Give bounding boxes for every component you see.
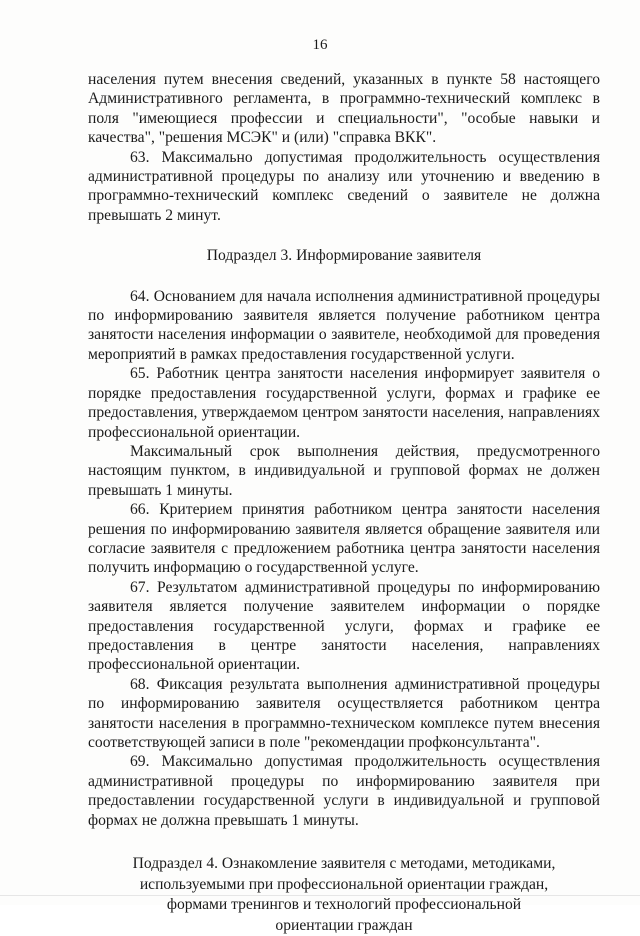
subsection-4-heading-line: Подраздел 4. Ознакомление заявителя с методами, методиками, [132,855,556,873]
paragraph-68: 68. Фиксация результата выполнения административной процедуры по информированию заявителя осуществляется работником центра занятости населения в программно-техническом комплексе путем внесения соответствующей записи в поле "рекомендации профконсультанта". [88,675,600,751]
scan-bottom-edge [0,895,640,896]
paragraph-63: 63. Максимально допустимая продолжительность осуществления административной процедуры по анализу или уточнению и введению в программно-технический комплекс сведений о заявителе не должна превышать 2 минут. [88,148,600,224]
page-content [88,70,600,936]
paragraph-66: 66. Критерием принятия работником центра занятости населения решения по информированию заявителя является обращение заявителя или согласие заявителя с предложением работника центра занятости населения получить информацию о государственной услуге. [88,501,600,577]
paragraph-67: 67. Результатом административной процедуры по информированию заявителя является получение заявителем информации о порядке предоставления государственной услуги, формах и графике ее предоставления в центре занятости населения, направлениях профессиональной ориентации. [88,578,600,674]
subsection-4-heading-line: используемыми при профессиональной ориентации граждан, [139,875,549,893]
paragraph-69: 69. Максимально допустимая продолжительность осуществления административной процедуры по информированию заявителя при предоставлении государственной услуги в индивидуальной и групповой формах не должна превышать 1 минуты. [88,753,600,829]
subsection-3-heading: Подраздел 3. Информирование заявителя [206,247,482,265]
page-number: 16 [312,37,328,53]
paragraph-65: 65. Работник центра занятости населения информирует заявителя о порядке предоставления государственной услуги, формах и графике ее предоставления, утверждаемом центром занятости населения, направлениях профессиональной ориентации. [88,365,600,441]
subsection-4-heading-line: формами тренингов и технологий профессиональной [166,896,522,914]
paragraph-64: 64. Основанием для начала исполнения административной процедуры по информированию заявителя является получение работником центра занятости населения информации о заявителе, необходимой для проведения мероприятий в рамках предоставления государственной услуги. [88,287,600,363]
subsection-4-heading-line: ориентации граждан [275,916,413,934]
paragraph-65-max-time: Максимальный срок выполнения действия, предусмотренного настоящим пунктом, в индивидуальной и групповой формах не должен превышать 1 минуты. [88,442,600,499]
paragraph-62-continuation: населения путем внесения сведений, указанных в пункте 58 настоящего Административного регламента, в программно-технический комплекс в поля "имеющиеся профессии и специальности", "особые навыки и качества", "решения МСЭК" и (или) "справка ВКК". [88,71,600,147]
